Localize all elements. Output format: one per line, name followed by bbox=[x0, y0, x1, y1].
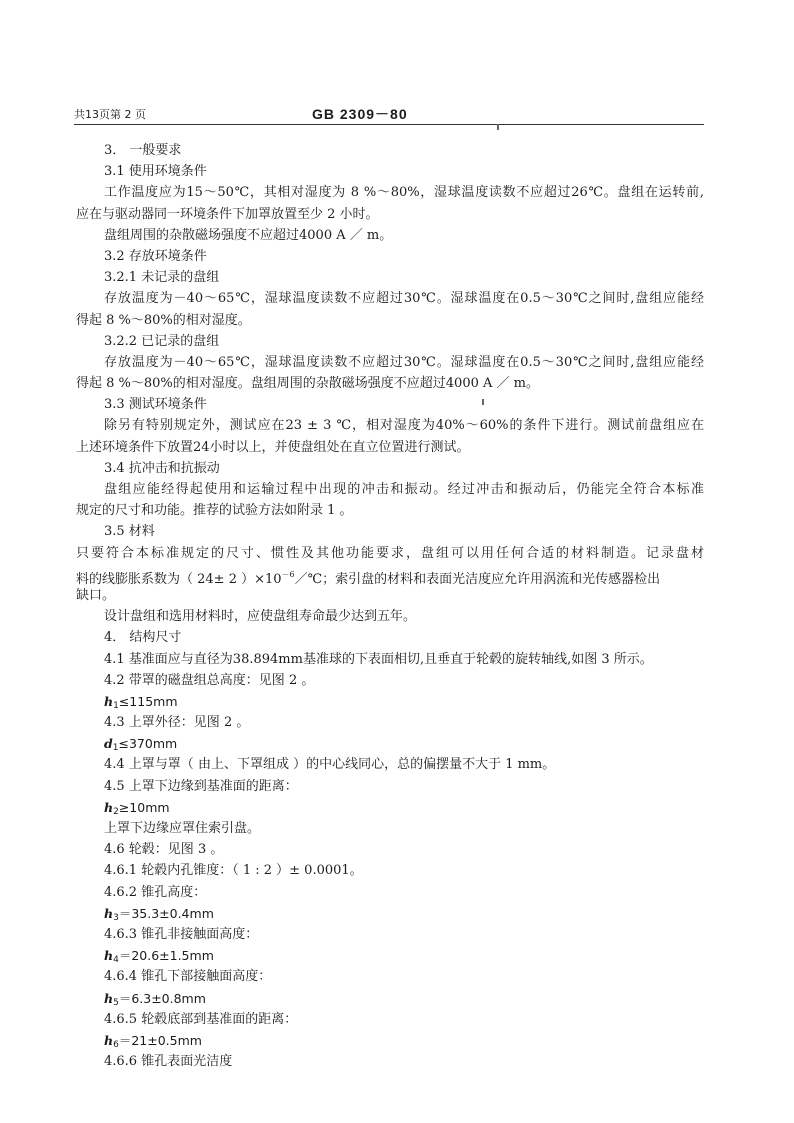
formula-h4: $h_4=20.6\pm 1.5mm$ bbox=[104, 948, 214, 966]
subsection-heading: 3.4 抗冲击和抗振动 bbox=[104, 460, 220, 476]
section-heading: 3． 一般要求 bbox=[104, 143, 182, 158]
subsection-heading: 3.2.1 未记录的盘组 bbox=[104, 270, 220, 286]
paragraph-line: 缺口。 bbox=[76, 587, 116, 603]
subsection-heading: 3.3 测试环境条件 bbox=[104, 397, 207, 413]
formula-h1: $h_1\le 115mm$ bbox=[104, 693, 178, 711]
paragraph-line: 设计盘组和选用材料时，应使盘组寿命最少达到五年。 bbox=[104, 609, 417, 625]
exponent: －6 bbox=[281, 569, 295, 579]
paragraph-line: 得起 8 %～80%的相对湿度。 bbox=[76, 312, 251, 328]
clause-line: 4.3 上罩外径：见图 2 。 bbox=[104, 715, 250, 731]
paragraph-line: 应在与驱动器同一环境条件下加罩放置至少 2 小时。 bbox=[76, 206, 379, 222]
clause-line: 4.4 上罩与罩（ 由上、下罩组成 ）的中心线同心，总的偏摆量不大于 1 mm。 bbox=[104, 757, 556, 773]
clause-line: 4.2 带罩的磁盘组总高度：见图 2 。 bbox=[104, 672, 315, 688]
paragraph-line: 上罩下边缘应罩住索引盘。 bbox=[104, 821, 261, 836]
subsection-heading: 3.5 材料 bbox=[104, 524, 155, 540]
paragraph-line: 盘组周围的杂散磁场强度不应超过4000 A ／ m。 bbox=[104, 227, 393, 243]
paragraph-line: 上述环境条件下放置24小时以上，并使盘组处在直立位置进行测试。 bbox=[76, 439, 470, 455]
paragraph-line: 存放温度为－40～65℃，湿球温度读数不应超过30℃。湿球温度在0.5～30℃之间时,盘组应能经 bbox=[104, 354, 704, 370]
paragraph-line: 工作温度应为15～50℃，其相对湿度为 8 %～80%，湿球温度读数不应超过26℃。盘组在运转前, bbox=[104, 185, 704, 201]
clause-line: 4.1 基准面应与直径为38.894mm基准球的下表面相切,且垂直于轮毂的旋转轴线,如图 3 所示。 bbox=[104, 651, 653, 667]
expansion-coefficient-text: 料的线膨胀系数为（ 24± 2 ）×10 bbox=[76, 571, 282, 585]
formula-d1: $d_1\le 370mm$ bbox=[104, 736, 178, 754]
clause-line: 4.6.2 锥孔高度： bbox=[104, 884, 207, 900]
standard-id: GB 2309－80 bbox=[312, 106, 408, 122]
paragraph-line: 盘组应能经得起使用和运输过程中出现的冲击和振动。经过冲击和振动后，仍能完全符合本标准 bbox=[104, 482, 704, 497]
subsection-heading: 3.2.2 已记录的盘组 bbox=[104, 333, 220, 349]
clause-line: 4.6.3 锥孔非接触面高度： bbox=[104, 926, 259, 942]
formula-h3: $h_3=35.3\pm 0.4mm$ bbox=[104, 905, 214, 923]
formula-h5: $h_5=6.3\pm 0.8mm$ bbox=[104, 990, 206, 1008]
clause-line: 4.6.6 锥孔表面光洁度 bbox=[104, 1054, 233, 1070]
clause-line: 4.6 轮毂：见图 3 。 bbox=[104, 842, 224, 858]
subsection-heading: 3.2 存放环境条件 bbox=[104, 248, 207, 264]
scan-speck bbox=[482, 399, 484, 405]
subsection-heading: 3.1 使用环境条件 bbox=[104, 164, 207, 180]
scan-speck bbox=[497, 124, 499, 130]
clause-line: 4.6.4 锥孔下部接触面高度： bbox=[104, 969, 272, 985]
clause-line: 4.6.5 轮毂底部到基准面的距离： bbox=[104, 1011, 298, 1027]
clause-line: 4.5 上罩下边缘到基准面的距离： bbox=[104, 778, 298, 794]
clause-line: 4.6.1 轮毂内孔锥度：（ 1 : 2 ）± 0.0001。 bbox=[104, 863, 363, 879]
section-heading: 4． 结构尺寸 bbox=[104, 630, 182, 646]
formula-h2: $h_2\ge 10mm$ bbox=[104, 799, 170, 817]
paragraph-line: 存放温度为－40～65℃，湿球温度读数不应超过30℃。湿球温度在0.5～30℃之间时,盘组应能经 bbox=[104, 291, 704, 307]
document-body bbox=[76, 140, 704, 1072]
formula-h6: $h_6=21\pm 0.5mm$ bbox=[104, 1032, 202, 1050]
paragraph-line: 只要符合本标准规定的尺寸、惯性及其他功能要求，盘组可以用任何合适的材料制造。记录盘材 bbox=[76, 545, 704, 561]
paragraph-line: 得起 8 %～80%的相对湿度。盘组周围的杂散磁场强度不应超过4000 A ／ m。 bbox=[76, 376, 539, 392]
paragraph-tail: ／℃；索引盘的材料和表面光洁度应允许用涡流和光传感器检出 bbox=[294, 571, 661, 585]
paragraph-line: 除另有特别规定外，测试应在23 ± 3 ℃，相对湿度为40%～60%的条件下进行。测试前盘组应在 bbox=[104, 418, 704, 434]
header-rule bbox=[74, 124, 704, 125]
paragraph-line bbox=[76, 564, 704, 585]
page-info: 共13页第 2 页 bbox=[74, 108, 146, 121]
paragraph-line: 规定的尺寸和功能。推荐的试验方法如附录 1 。 bbox=[76, 503, 353, 519]
page-header bbox=[74, 104, 704, 122]
